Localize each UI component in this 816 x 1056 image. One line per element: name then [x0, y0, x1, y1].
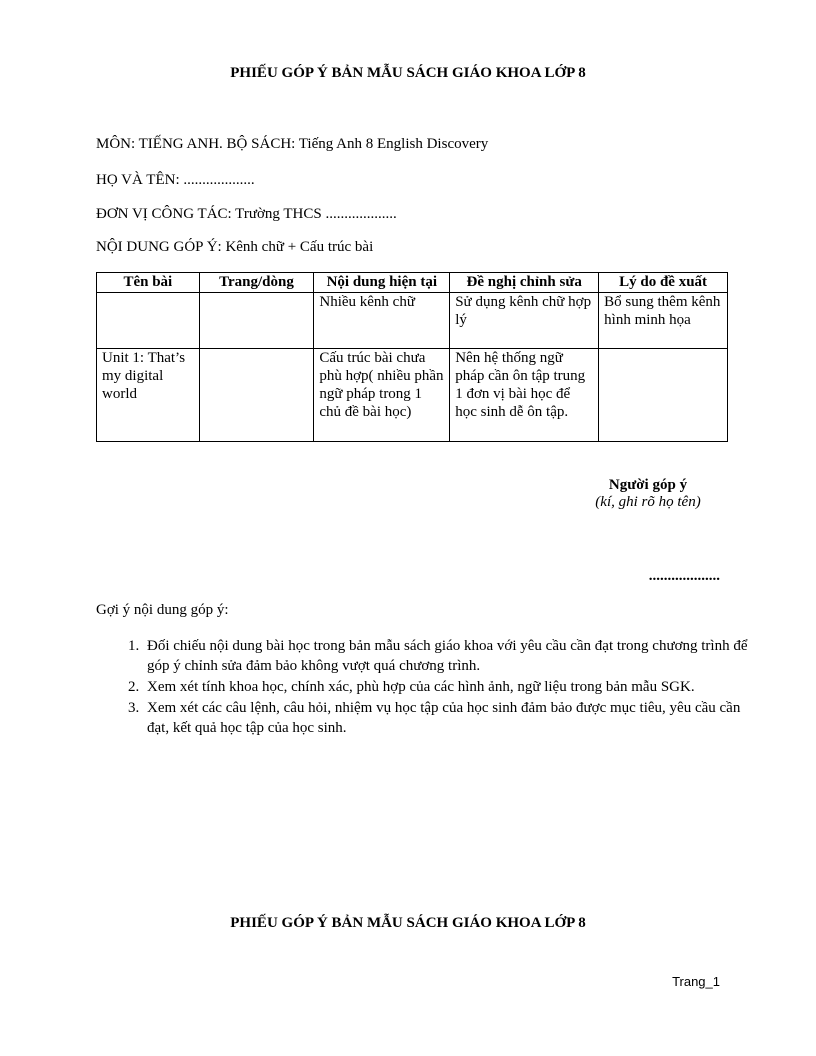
table-row — [97, 293, 728, 349]
signature-placeholder: ................... — [648, 568, 720, 584]
header-current-content: Nội dung hiện tại — [314, 273, 450, 293]
table-cell: Cấu trúc bài chưa phù hợp( nhiều phần ngữ pháp trong 1 chủ đề bài học) — [314, 349, 450, 442]
subject-line: MÔN: TIẾNG ANH. BỘ SÁCH: Tiếng Anh 8 English Discovery — [96, 136, 489, 152]
table-cell: Unit 1: That’s my digital world — [97, 349, 200, 442]
table-header-row — [97, 273, 728, 293]
table-cell: Nhiều kênh chữ — [314, 293, 450, 349]
page-number: Trang_1 — [672, 974, 720, 989]
header-page-line: Trang/dòng — [199, 273, 314, 293]
table-cell — [199, 293, 314, 349]
signer-title: Người góp ý — [608, 477, 688, 493]
document-title-repeat: PHIẾU GÓP Ý BẢN MẪU SÁCH GIÁO KHOA LỚP 8 — [230, 915, 586, 931]
table-cell — [97, 293, 200, 349]
list-item: 3. Xem xét các câu lệnh, câu hỏi, nhiệm vụ học tập của học sinh đảm bảo được mục tiêu, yêu cầu cần đạt, kết quả học tập của học sinh. — [143, 698, 763, 738]
feedback-table — [96, 272, 728, 442]
hints-list — [96, 636, 763, 739]
document-title: PHIẾU GÓP Ý BẢN MẪU SÁCH GIÁO KHOA LỚP 8 — [230, 65, 586, 81]
hints-title: Gợi ý nội dung góp ý: — [96, 602, 229, 618]
header-reason: Lý do đề xuất — [599, 273, 728, 293]
table-cell: Bổ sung thêm kênh hình minh họa — [599, 293, 728, 349]
list-item: 1. Đối chiếu nội dung bài học trong bản mẫu sách giáo khoa với yêu cầu cần đạt trong chương trình để góp ý chỉnh sửa đảm bảo không vượt quá chương trình. — [143, 636, 763, 676]
table-row — [97, 349, 728, 442]
table-cell — [199, 349, 314, 442]
feedback-content-line: NỘI DUNG GÓP Ý: Kênh chữ + Cấu trúc bài — [96, 239, 374, 255]
list-item: 2. Xem xét tính khoa học, chính xác, phù hợp của các hình ảnh, ngữ liệu trong bản mẫu SGK. — [143, 677, 763, 697]
header-suggested-edit: Đề nghị chỉnh sửa — [450, 273, 599, 293]
table-cell — [599, 349, 728, 442]
table-cell: Sử dụng kênh chữ hợp lý — [450, 293, 599, 349]
header-lesson-name: Tên bài — [97, 273, 200, 293]
workplace-line: ĐƠN VỊ CÔNG TÁC: Trường THCS ................... — [96, 206, 397, 222]
signer-note: (kí, ghi rõ họ tên) — [595, 494, 701, 510]
table-cell: Nên hệ thống ngữ pháp cần ôn tập trung 1 đơn vị bài học để học sinh dễ ôn tập. — [450, 349, 599, 442]
name-line: HỌ VÀ TÊN: ................... — [96, 172, 255, 188]
